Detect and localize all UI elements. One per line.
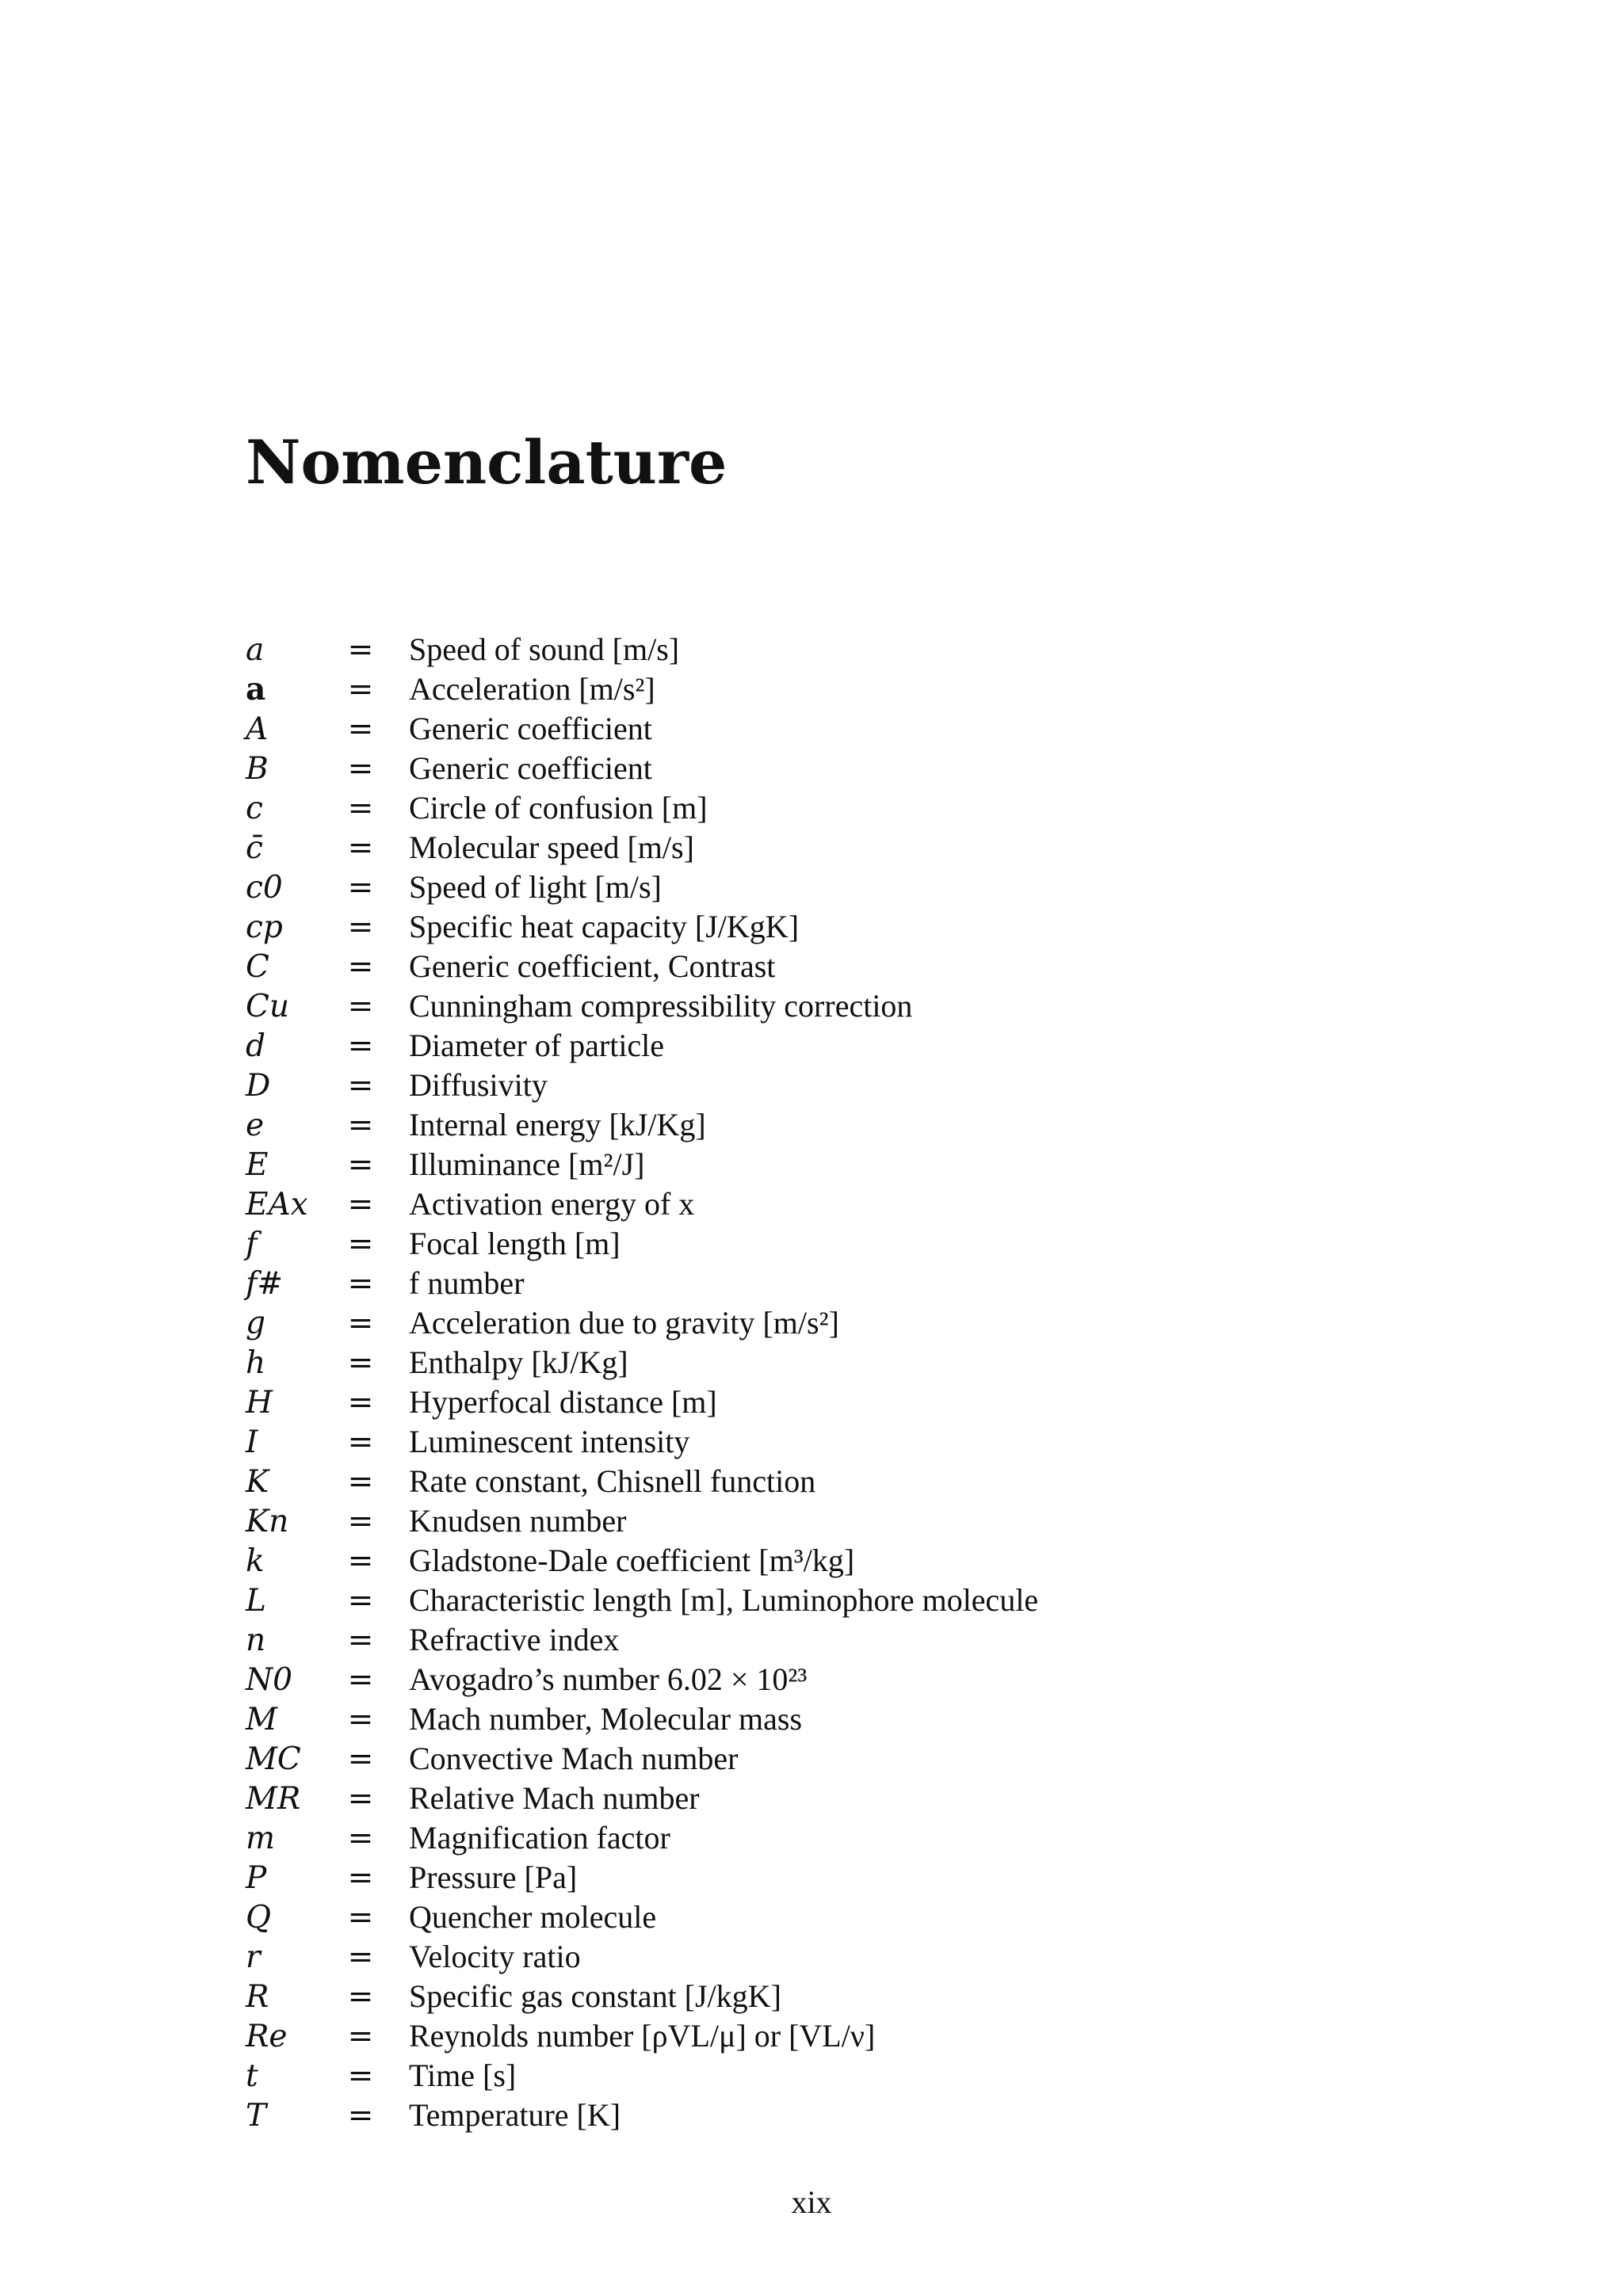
entry-description: Molecular speed [m/s] [409,830,694,865]
nomenclature-entry [246,1026,1514,1066]
entry-equals: = [347,711,374,747]
nomenclature-entry [246,1303,1514,1343]
nomenclature-entry [246,1145,1514,1184]
entry-description: Focal length [m] [409,1226,621,1261]
entry-description: Speed of sound [m/s] [409,631,680,667]
nomenclature-entry [246,2096,1514,2135]
nomenclature-entry [246,1620,1514,1660]
entry-symbol: n [246,1623,266,1658]
entry-equals: = [347,830,374,866]
entry-equals: = [347,1543,374,1579]
entry-symbol: MC [246,1741,301,1777]
nomenclature-entry [246,788,1514,828]
entry-description: Reynolds number [ρVL/μ] or [VL/ν] [409,2018,876,2054]
entry-equals: = [347,1583,374,1619]
nomenclature-entry [246,669,1514,709]
entry-symbol: m [246,1821,275,1856]
entry-symbol: c0 [246,870,283,906]
nomenclature-entry [246,1739,1514,1779]
nomenclature-entry [246,1383,1514,1422]
entry-equals: = [347,910,374,945]
entry-equals: = [347,1504,374,1539]
entry-equals: = [347,1741,374,1777]
entry-description: Enthalpy [kJ/Kg] [409,1344,628,1380]
nomenclature-entry [246,1858,1514,1897]
page-title: Nomenclature [246,427,727,498]
entry-symbol: c̄ [246,830,263,866]
nomenclature-entry [246,907,1514,947]
nomenclature-entry [246,1501,1514,1541]
entry-symbol: cp [246,910,283,945]
entry-equals: = [347,1702,374,1737]
entry-description: Convective Mach number [409,1741,739,1776]
entry-symbol: Cu [246,989,289,1024]
page-number: xix [791,2184,832,2220]
entry-equals: = [347,791,374,826]
entry-equals: = [347,1900,374,1936]
entry-equals: = [347,1306,374,1341]
entry-description: Refractive index [409,1622,620,1657]
entry-description: Generic coefficient [409,711,652,746]
entry-equals: = [347,870,374,906]
entry-equals: = [347,672,374,707]
entry-symbol: K [246,1464,269,1500]
nomenclature-entry [246,749,1514,788]
entry-description: Specific heat capacity [J/KgK] [409,909,800,944]
nomenclature-entry [246,1581,1514,1620]
nomenclature-entry [246,1422,1514,1462]
entry-description: Gladstone-Dale coefficient [m³/kg] [409,1543,855,1578]
entry-description: Pressure [Pa] [409,1859,578,1895]
entry-symbol: E [246,1147,269,1183]
nomenclature-entry [246,986,1514,1026]
entry-description: Diffusivity [409,1067,548,1103]
entry-equals: = [347,1662,374,1698]
entry-symbol: g [246,1306,265,1341]
entry-equals: = [347,1147,374,1183]
entry-symbol: d [246,1028,265,1064]
entry-description: Acceleration due to gravity [m/s²] [409,1305,839,1341]
entry-equals: = [347,1028,374,1064]
entry-symbol: Q [246,1900,271,1936]
entry-description: Hyperfocal distance [m] [409,1384,717,1420]
entry-equals: = [347,1425,374,1460]
entry-description: Time [s] [409,2058,517,2093]
entry-symbol: B [246,751,269,787]
nomenclature-entry [246,1779,1514,1818]
entry-description: Luminescent intensity [409,1424,690,1459]
entry-description: Magnification factor [409,1820,670,1855]
entry-equals: = [347,949,374,985]
entry-symbol: e [246,1108,265,1143]
nomenclature-entry [246,1699,1514,1739]
nomenclature-entry [246,1343,1514,1383]
entry-description: Relative Mach number [409,1780,700,1816]
entry-description: Illuminance [m²/J] [409,1146,645,1182]
entry-symbol: c [246,791,263,826]
entry-equals: = [347,1939,374,1975]
entry-equals: = [347,1226,374,1262]
entry-description: Temperature [K] [409,2097,621,2133]
entry-symbol: h [246,1345,266,1381]
entry-symbol: MR [246,1781,301,1817]
entry-description: Quencher molecule [409,1899,657,1935]
entry-description: Speed of light [m/s] [409,869,662,905]
entry-description: Acceleration [m/s²] [409,671,655,707]
entry-equals: = [347,1345,374,1381]
nomenclature-entry [246,1897,1514,1937]
entry-symbol: D [246,1068,271,1104]
entry-description: Specific gas constant [J/kgK] [409,1978,781,2014]
entry-symbol: I [246,1425,258,1460]
entry-description: Characteristic length [m], Luminophore molecule [409,1582,1039,1618]
entry-description: Avogadro’s number 6.02 × 10²³ [409,1661,808,1697]
nomenclature-entry [246,1264,1514,1303]
entry-equals: = [347,1464,374,1500]
entry-symbol: a [246,671,266,707]
entry-symbol: L [246,1583,266,1619]
nomenclature-entry [246,868,1514,907]
entry-description: Internal energy [kJ/Kg] [409,1107,706,1142]
nomenclature-entry [246,947,1514,986]
entry-equals: = [347,1266,374,1302]
entry-symbol: M [246,1702,277,1737]
entry-description: Generic coefficient, Contrast [409,948,776,984]
nomenclature-entry [246,1184,1514,1224]
entry-equals: = [347,2019,374,2054]
entry-description: Rate constant, Chisnell function [409,1463,816,1499]
entry-equals: = [347,1385,374,1421]
nomenclature-entry [246,1937,1514,1977]
nomenclature-entry [246,1066,1514,1105]
entry-equals: = [347,1781,374,1817]
entry-symbol: r [246,1939,261,1975]
entry-symbol: Kn [246,1504,289,1539]
nomenclature-entry [246,1105,1514,1145]
entry-symbol: T [246,2098,267,2134]
entry-equals: = [347,632,374,668]
entry-symbol: Re [246,2019,288,2054]
nomenclature-entry [246,828,1514,868]
entry-description: Diameter of particle [409,1028,665,1063]
entry-equals: = [347,2058,374,2094]
entry-symbol: f [246,1226,258,1262]
entry-symbol: EAx [246,1187,308,1222]
nomenclature-entry [246,1977,1514,2016]
entry-equals: = [347,1187,374,1222]
entry-equals: = [347,1623,374,1658]
nomenclature-entry [246,709,1514,749]
entry-description: Velocity ratio [409,1939,581,1974]
entry-symbol: a [246,632,265,668]
entry-equals: = [347,1108,374,1143]
nomenclature-list [246,630,1514,2135]
nomenclature-entry [246,2056,1514,2096]
entry-symbol: f# [246,1266,284,1302]
entry-description: Cunningham compressibility correction [409,988,913,1024]
entry-description: f number [409,1265,525,1301]
entry-symbol: R [246,1979,269,2015]
entry-symbol: t [246,2058,258,2094]
entry-symbol: C [246,949,269,985]
entry-equals: = [347,1068,374,1104]
entry-symbol: k [246,1543,265,1579]
entry-symbol: N0 [246,1662,292,1698]
nomenclature-entry [246,630,1514,669]
entry-symbol: H [246,1385,273,1421]
entry-equals: = [347,1979,374,2015]
nomenclature-entry [246,1660,1514,1699]
entry-description: Knudsen number [409,1503,627,1539]
entry-description: Circle of confusion [m] [409,790,708,826]
entry-equals: = [347,2098,374,2134]
entry-equals: = [347,989,374,1024]
entry-equals: = [347,1860,374,1896]
nomenclature-entry [246,1541,1514,1581]
nomenclature-entry [246,1462,1514,1501]
nomenclature-entry [246,1818,1514,1858]
nomenclature-entry [246,2016,1514,2056]
entry-symbol: P [246,1860,267,1896]
entry-description: Generic coefficient [409,750,652,786]
entry-symbol: A [246,711,269,747]
entry-description: Mach number, Molecular mass [409,1701,803,1737]
nomenclature-entry [246,1224,1514,1264]
entry-description: Activation energy of x [409,1186,695,1222]
entry-equals: = [347,1821,374,1856]
entry-equals: = [347,751,374,787]
